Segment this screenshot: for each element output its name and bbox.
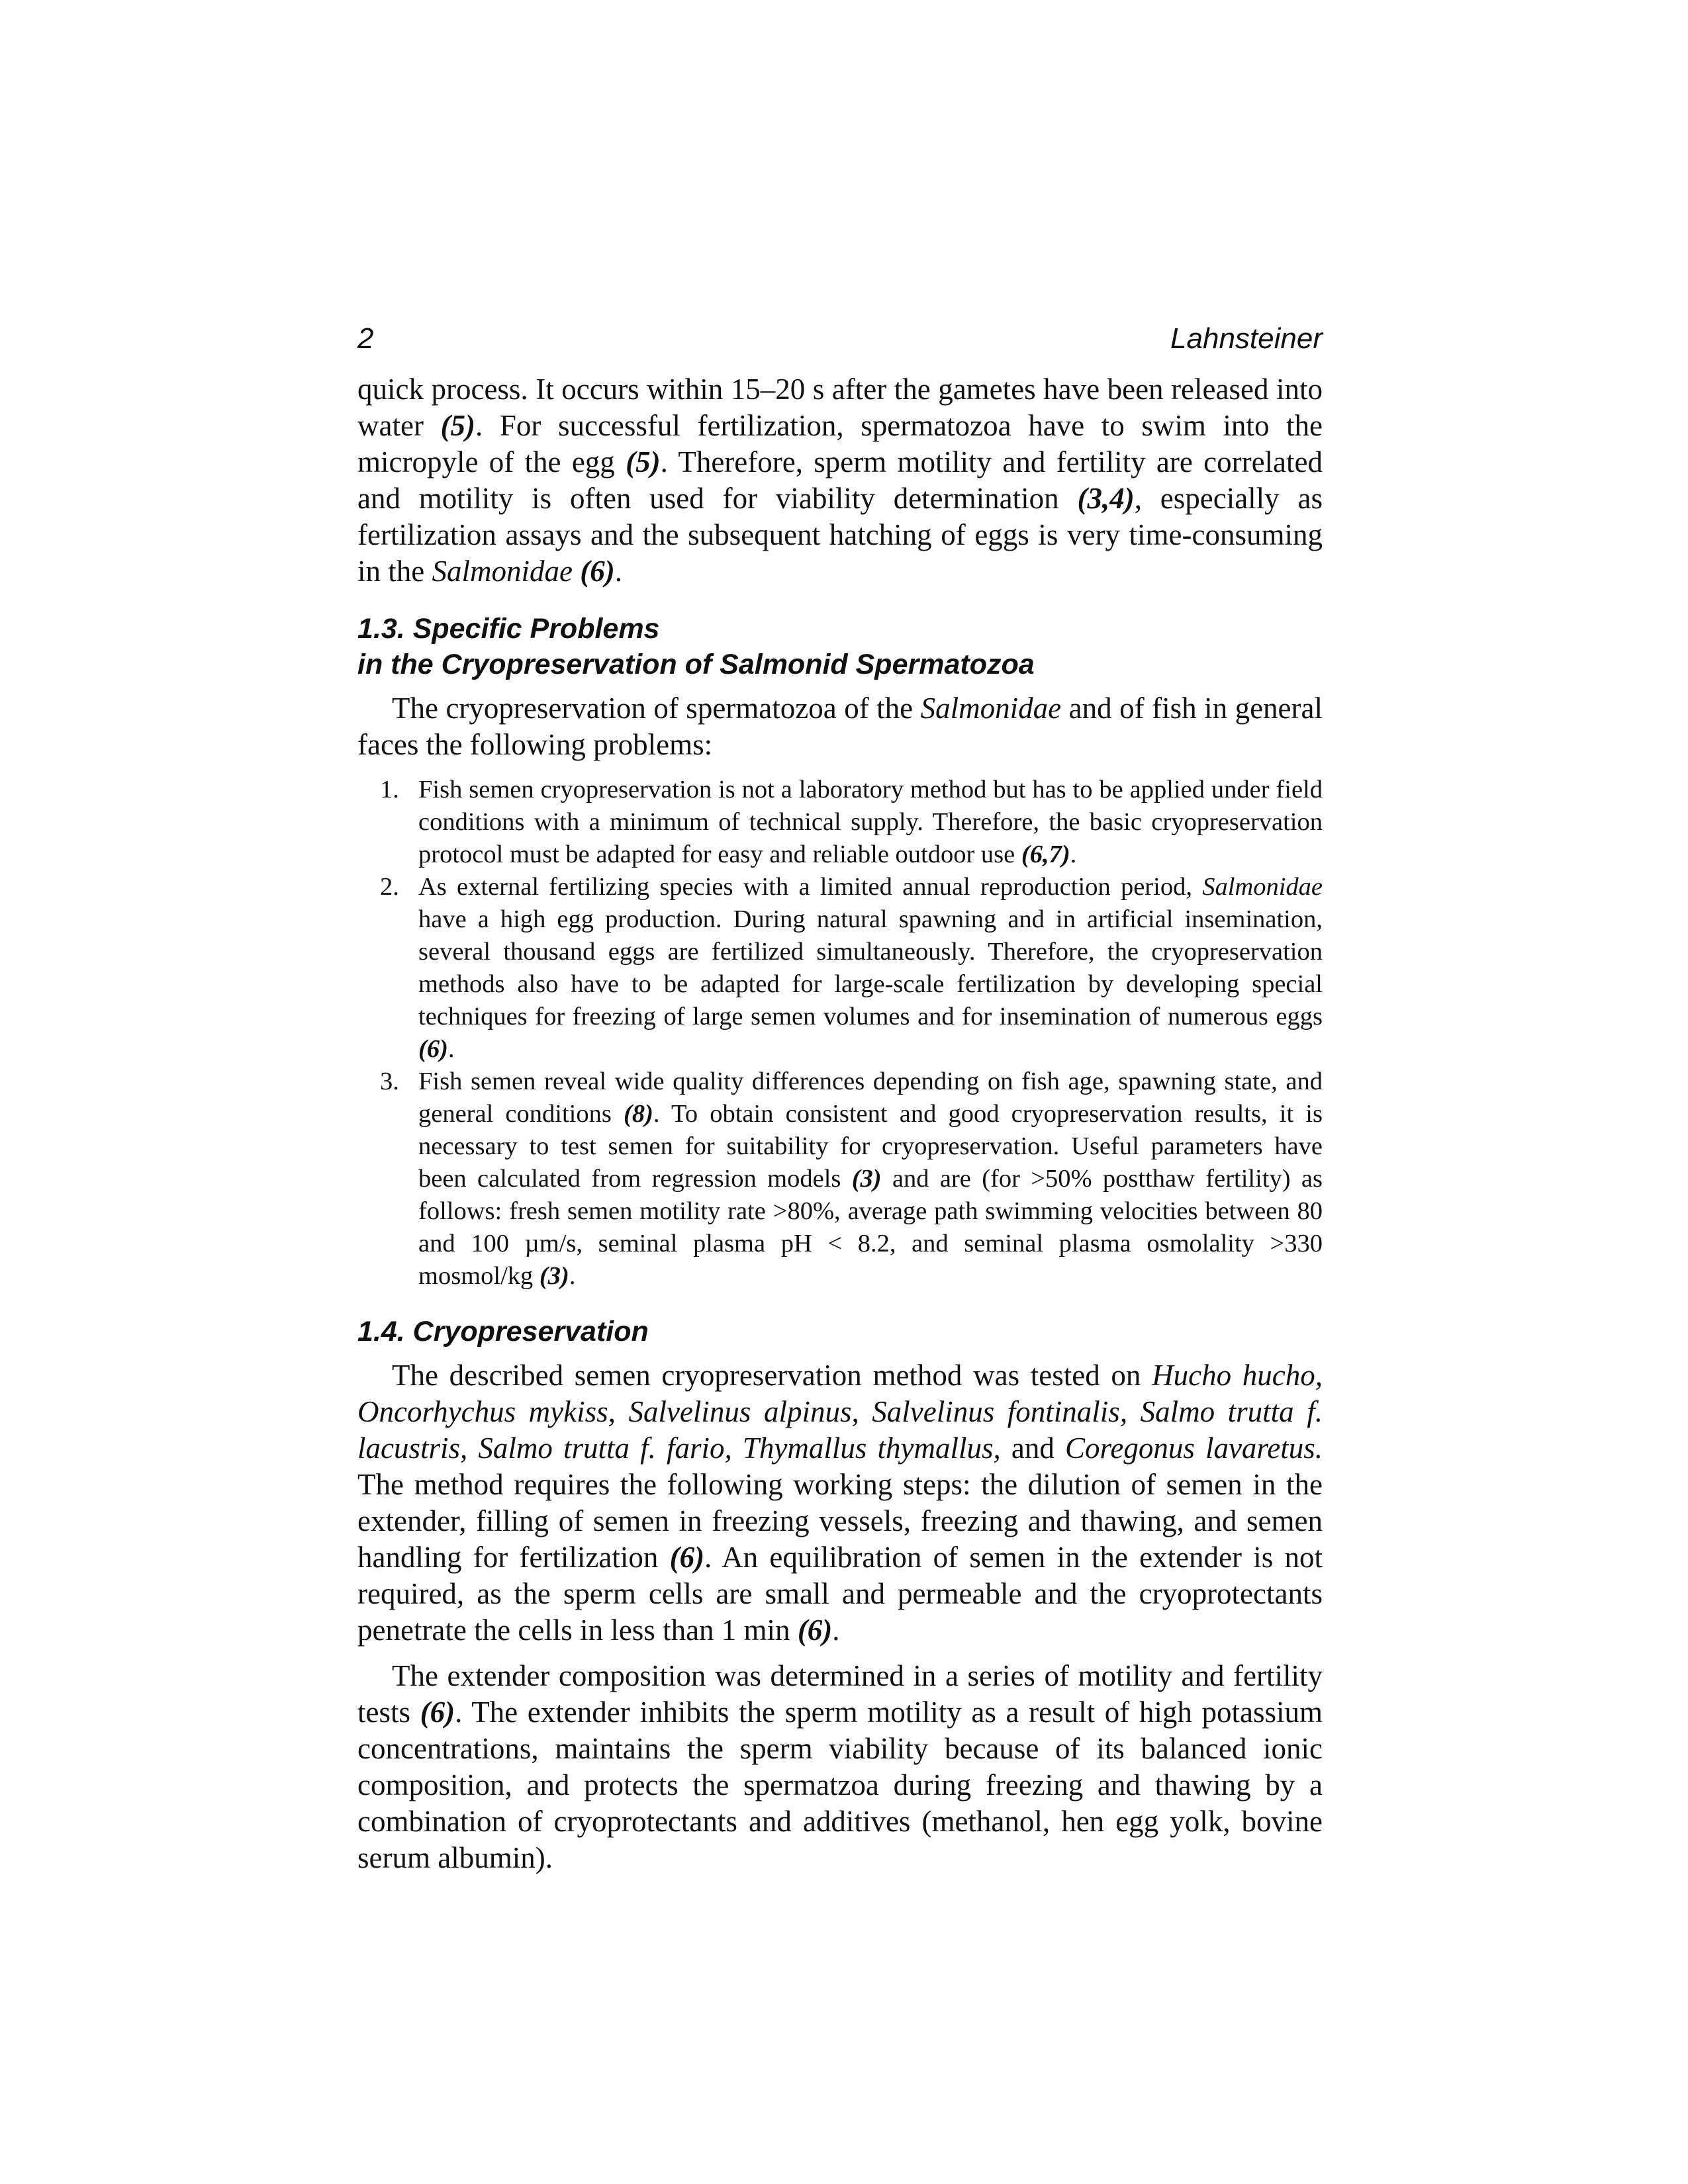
text-run: .: [447, 1035, 455, 1063]
text-run: The described semen cryopreservation method was tested on: [392, 1359, 1152, 1392]
citation-ref: (5): [626, 445, 661, 478]
list-item-number: 2.: [380, 873, 399, 901]
text-run: The extender composition was determined in a series of motility and fertility tests: [357, 1659, 1323, 1729]
section-heading-1-4: 1.4. Cryopreservation: [357, 1316, 649, 1347]
italic-text: Coregonus lavaretus.: [1064, 1432, 1323, 1465]
paragraph-2: [357, 690, 1323, 763]
running-head-author: Lahnsteiner: [1170, 322, 1323, 355]
list-item: [357, 1066, 1323, 1293]
text-run: . An equilibration of semen in the extender is not required, as the sperm cells are small and permeable and the cryoprotectants penetrate the cells in less than 1 min: [357, 1541, 1323, 1647]
text-run: and of fish in general faces the following problems:: [357, 692, 1323, 761]
text-run: . The extender inhibits the sperm motility as a result of high potassium concentrations, maintains the sperm viability because of its balanced ionic composition, and protects the spermatzoa during freezing and thawing by a combination of cryoprotectants and additives (methanol, hen egg yolk, bovine serum albumin).: [357, 1696, 1323, 1874]
list-item-text: [418, 1068, 1323, 1290]
text-run: and: [1000, 1432, 1065, 1465]
citation-ref: (8): [624, 1100, 653, 1128]
citation-ref: (3): [851, 1165, 882, 1193]
text-run: . To obtain consistent and good cryopreservation results, it is necessary to test semen for suitability for cryopreservation. Useful parameters have been calculated from regression models: [418, 1100, 1323, 1193]
citation-ref: (6): [420, 1696, 455, 1729]
text-run: .: [569, 1262, 576, 1290]
text-run: Fish semen reveal wide quality differences depending on fish age, spawning state, and general conditions: [418, 1068, 1323, 1128]
citation-ref: (3): [539, 1262, 569, 1290]
italic-text: Salmonidae: [432, 555, 573, 588]
text-run: .: [614, 555, 622, 588]
paragraph-1: [357, 371, 1323, 590]
problem-list: [357, 774, 1323, 1293]
list-item-text: [418, 776, 1323, 868]
paragraph-3: [357, 1357, 1323, 1649]
citation-ref: (6): [580, 555, 615, 588]
list-item-text: [418, 873, 1323, 1063]
running-head: [357, 320, 1323, 357]
list-item: [357, 774, 1323, 871]
citation-ref: (6): [418, 1035, 448, 1063]
section-heading-1-3-line1: 1.3. Specific Problems: [357, 613, 660, 645]
text-run: The method requires the following working steps: the dilution of semen in the extender, filling of semen in freezing vessels, freezing and thawing, and semen handling for fertilization: [357, 1468, 1323, 1574]
list-item-number: 1.: [380, 776, 399, 803]
page-number: 2: [357, 322, 374, 355]
paragraph-4: [357, 1658, 1323, 1876]
citation-ref: (6): [669, 1541, 705, 1574]
citation-ref: (3,4): [1077, 482, 1135, 515]
citation-ref: (5): [440, 409, 476, 442]
italic-text: Hucho hucho, Oncorhychus mykiss, Salvelinus alpinus, Salvelinus fontinalis, Salmo trutta f. lacustris, Salmo trutta f. fario, Thymallus thymallus,: [357, 1359, 1323, 1465]
text-run: . For successful fertilization, spermatozoa have to swim into the micropyle of the egg: [357, 409, 1323, 478]
citation-ref: (6,7): [1021, 841, 1070, 868]
text-run: . Therefore, sperm motility and fertility are correlated and motility is often used for viability determination: [357, 445, 1323, 515]
italic-text: Salmonidae: [920, 692, 1062, 725]
document-page: [357, 320, 1323, 1876]
text-run: .: [832, 1614, 840, 1647]
text-run: Fish semen cryopreservation is not a laboratory method but has to be applied under field conditions with a minimum of technical supply. Therefore, the basic cryopreservation protocol must be adapted for easy and reliable outdoor use: [418, 776, 1323, 868]
text-run: As external fertilizing species with a limited annual reproduction period,: [418, 873, 1203, 901]
section-heading-1-3-line2: in the Cryopreservation of Salmonid Spermatozoa: [357, 649, 1035, 680]
list-item-number: 3.: [380, 1068, 399, 1095]
text-run: [573, 555, 580, 588]
text-run: , especially as fertilization assays and the subsequent hatching of eggs is very time-consuming in the: [357, 482, 1323, 588]
text-run: .: [1070, 841, 1077, 868]
section-heading-1-3: [357, 611, 1323, 682]
list-item: [357, 871, 1323, 1066]
citation-ref: (6): [797, 1614, 833, 1647]
text-run: have a high egg production. During natural spawning and in artificial insemination, several thousand eggs are fertilized simultaneously. Therefore, the cryopreservation methods also have to be adapted for large-scale fertilization by developing special techniques for freezing of large semen volumes and for insemination of numerous eggs: [418, 905, 1323, 1030]
text-run: and are (for >50% postthaw fertility) as follows: fresh semen motility rate >80%, average path swimming velocities between 80 and 100 µm/s, seminal plasma pH < 8.2, and seminal plasma osmolality >330 mosmol/kg: [418, 1165, 1323, 1290]
text-run: quick process. It occurs within 15–20 s after the gametes have been released into water: [357, 373, 1323, 442]
italic-text: Salmonidae: [1202, 873, 1323, 901]
text-run: The cryopreservation of spermatozoa of the: [392, 692, 921, 725]
